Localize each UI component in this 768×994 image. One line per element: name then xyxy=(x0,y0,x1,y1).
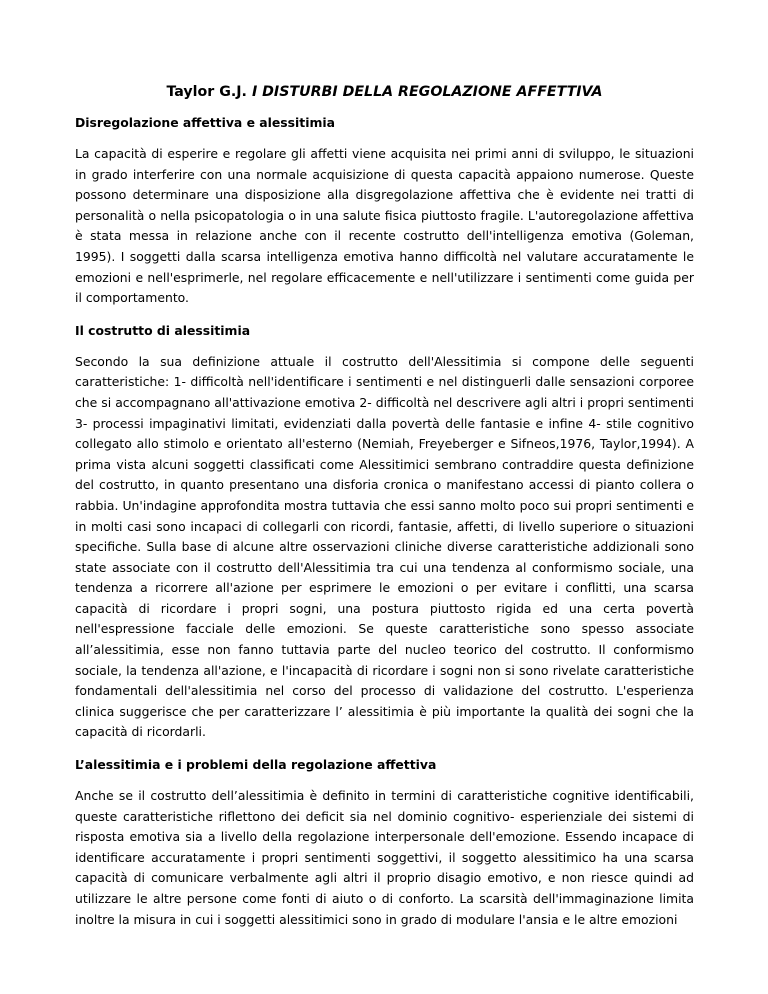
section-paragraph-regolazione: Anche se il costrutto dell’alessitimia è definito in termini di caratteristiche cognitive identificabili, queste caratteristiche riflettono dei deficit sia nel dominio cognitivo- esperienziale dei sistemi di risposta emotiva sia a livello della regolazione interpersonale dell'emozione. Essendo incapace di identificare accuratamente i propri sentimenti soggettivi, il soggetto alessitimico ha una scarsa capacità di comunicare verbalmente agli altri il proprio disagio emotivo, e non riesce quindi ad utilizzare le altre persone come fonti di aiuto o di conforto. La scarsità dell'immaginazione limita inoltre la misura in cui i soggetti alessitimici sono in grado di modulare l'ansia e le altre emozioni xyxy=(75,788,694,927)
section-heading-costrutto: Il costrutto di alessitimia xyxy=(75,322,251,338)
section-paragraph-costrutto: Secondo la sua definizione attuale il costrutto dell'Alessitimia si compone delle seguenti caratteristiche: 1- difficoltà nell'identificare i sentimenti e nel distinguerli dalle sensazioni corporee che si accompagnano all'attivazione emotiva 2- difficoltà nel descrivere agli altri i propri sentimenti 3- processi impaginativi limitati, evidenziati dalla povertà delle fantasie e infine 4- stile cognitivo collegato allo stimolo e orientato all'esterno (Nemiah, Freyeberger e Sifneos,1976, Taylor,1994). A prima vista alcuni soggetti classificati come Alessitimici sembrano contraddire questa definizione del costrutto, in quanto presentano una disforia cronica o manifestano accessi di pianto collera o rabbia. Un'indagine approfondita mostra tuttavia che essi sanno molto poco sui propri sentimenti e in molti casi sono incapaci di collegarli con ricordi, fantasie, affetti, di livello superiore o situazioni specifiche. Sulla base di alcune altre osservazioni cliniche diverse caratteristiche addizionali sono state associate con il costrutto dell'Alessitimia tra cui una tendenza al conformismo sociale, una tendenza a ricorrere all'azione per esprimere le emozioni o per evitare i conflitti, una scarsa capacità di ricordare i propri sogni, una postura piuttosto rigida ed una certa povertà nell'espressione facciale delle emozioni. Se queste caratteristiche sono spesso associate all’alessitimia, esse non fanno tuttavia parte del nucleo teorico del costrutto. Il conformismo sociale, la tendenza all'azione, e l'incapacità di ricordare i sogni non si sono rivelate caratteristiche fondamentali dell'alessitimia nel corso del processo di validazione del costrutto. L'esperienza clinica suggerisce che per caratterizzare l’ alessitimia è più importante la qualità dei sogni che la capacità di ricordarli. xyxy=(75,353,694,740)
document-page xyxy=(75,82,694,942)
document-title xyxy=(75,82,694,102)
section-paragraph-disregolazione: La capacità di esperire e regolare gli affetti viene acquisita nei primi anni di sviluppo, le situazioni in grado interferire con una normale acquisizione di questa capacità appaiono numerose. Queste possono determinare una disposizione alla disgregolazione affettiva che è evidente nei tratti di personalità o nella psicopatologia o in una salute fisica piuttosto fragile. L'autoregolazione affettiva è stata messa in relazione anche con il recente costrutto dell'intelligenza emotiva (Goleman, 1995). I soggetti dalla scarsa intelligenza emotiva hanno difficoltà nel valutare accuratamente le emozioni e nell'esprimerle, nel regolare efficacemente e nell'utilizzare i sentimenti come guida per il comportamento. xyxy=(75,146,694,306)
title-work: I DISTURBI DELLA REGOLAZIONE AFFETTIVA xyxy=(251,84,603,100)
title-author: Taylor G.J. xyxy=(166,84,247,100)
section-heading-regolazione: L’alessitimia e i problemi della regolazione affettiva xyxy=(75,757,437,773)
section-heading-disregolazione: Disregolazione affettiva e alessitimia xyxy=(75,115,335,130)
